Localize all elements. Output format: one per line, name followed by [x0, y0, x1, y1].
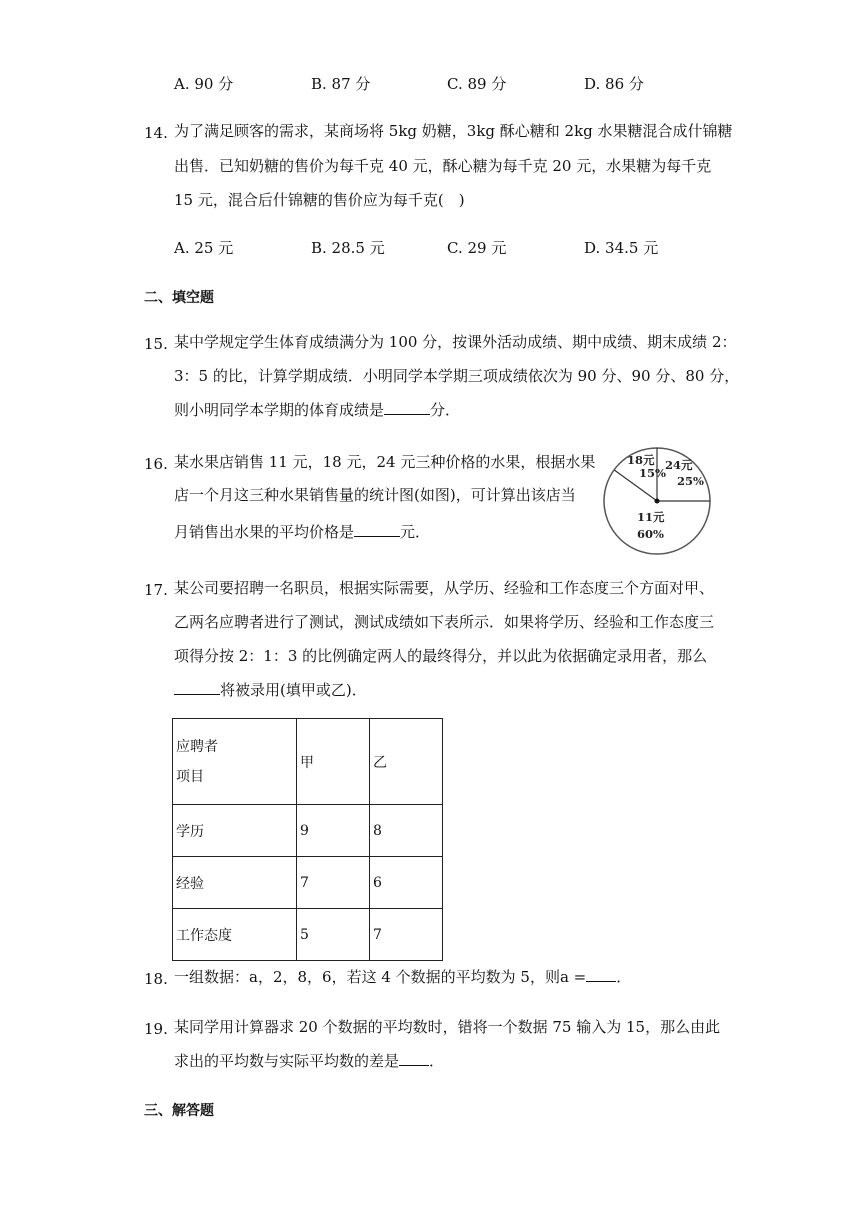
section-heading-fill-in: 二、填空题 — [144, 290, 214, 306]
table-cell-item: 经验 — [173, 857, 297, 909]
q17-line-3: 项得分按 2：1：3 的比例确定两人的最终得分，并以此为依据确定录用者，那么 — [174, 647, 708, 665]
q17-line-4-text: 将被录用(填甲或乙)． — [220, 681, 367, 699]
q14-number: 14. — [144, 124, 168, 142]
table-cell-yi: 6 — [370, 857, 443, 909]
q17-answer-blank[interactable] — [174, 680, 220, 695]
pie-label-11-yuan: 11元 — [637, 510, 665, 524]
q16-line-3-unit: 元． — [400, 523, 431, 541]
q17-line-4 — [174, 679, 367, 701]
pie-percent-25: 25% — [677, 474, 704, 488]
applicant-score-table — [172, 718, 443, 961]
q13-option-a[interactable]: A. 90 分 — [174, 75, 234, 93]
q14-option-a[interactable]: A. 25 元 — [174, 239, 234, 257]
q15-line-2: 3：5 的比，计算学期成绩．小明同学本学期三项成绩依次为 90 分、90 分、80 分， — [174, 367, 740, 385]
q19-line-2-end: ． — [429, 1052, 445, 1070]
q14-line-3: 15 元，混合后什锦糖的售价应为每千克( ) — [174, 191, 465, 209]
q18-text: 一组数据：a，2，8，6，若这 4 个数据的平均数为 5，则a = — [174, 968, 587, 986]
pie-percent-60: 60% — [637, 527, 664, 541]
q13-option-b[interactable]: B. 87 分 — [311, 75, 371, 93]
table-header-item: 项目 — [176, 768, 204, 785]
q14-option-d[interactable]: D. 34.5 元 — [584, 239, 659, 257]
table-header-applicant: 应聘者 — [176, 738, 218, 755]
q14-line-1: 为了满足顾客的需求，某商场将 5kg 奶糖，3kg 酥心糖和 2kg 水果糖混合成什锦糖 — [174, 122, 733, 140]
q18-line — [174, 966, 631, 988]
pie-percent-15: 15% — [639, 466, 666, 480]
q19-number: 19. — [144, 1020, 168, 1038]
table-cell-yi: 7 — [370, 909, 443, 961]
q13-option-d[interactable]: D. 86 分 — [584, 75, 644, 93]
table-row — [173, 857, 443, 909]
q16-number: 16. — [144, 455, 168, 473]
q16-answer-blank[interactable] — [354, 522, 400, 537]
q17-line-1: 某公司要招聘一名职员，根据实际需要，从学历、经验和工作态度三个方面对甲、 — [174, 579, 715, 597]
q14-option-b[interactable]: B. 28.5 元 — [311, 239, 385, 257]
pie-center-dot — [655, 499, 660, 504]
q15-line-3-text: 则小明同学本学期的体育成绩是 — [174, 401, 385, 419]
q19-line-2 — [174, 1050, 444, 1072]
q16-line-1: 某水果店销售 11 元，18 元，24 元三种价格的水果，根据水果 — [174, 453, 596, 471]
section-heading-solve: 三、解答题 — [144, 1103, 214, 1119]
table-header-corner — [173, 719, 297, 805]
q18-end: ． — [616, 968, 632, 986]
q18-number: 18. — [144, 970, 168, 988]
q15-line-3 — [174, 399, 460, 421]
pie-label-18-yuan: 18元 — [627, 453, 655, 467]
q15-line-1: 某中学规定学生体育成绩满分为 100 分，按课外活动成绩、期中成绩、期末成绩 2： — [174, 333, 737, 351]
table-header-row — [173, 719, 443, 805]
q16-line-3 — [174, 521, 430, 543]
table-header-jia: 甲 — [297, 719, 370, 805]
q16-line-2: 店一个月这三种水果销售量的统计图(如图)，可计算出该店当 — [174, 486, 576, 504]
q19-line-2-text: 求出的平均数与实际平均数的差是 — [174, 1052, 400, 1070]
q15-line-3-unit: 分． — [430, 401, 461, 419]
pie-label-24-yuan: 24元 — [665, 458, 693, 472]
table-row — [173, 909, 443, 961]
table-cell-item: 工作态度 — [173, 909, 297, 961]
q14-option-c[interactable]: C. 29 元 — [447, 239, 507, 257]
q15-number: 15. — [144, 335, 168, 353]
q19-answer-blank[interactable] — [399, 1051, 429, 1066]
q17-line-2: 乙两名应聘者进行了测试，测试成绩如下表所示．如果将学历、经验和工作态度三 — [174, 613, 715, 631]
table-cell-item: 学历 — [173, 805, 297, 857]
table-cell-yi: 8 — [370, 805, 443, 857]
q18-answer-blank[interactable] — [586, 967, 616, 982]
fruit-sales-pie-chart — [601, 445, 713, 557]
table-cell-jia: 5 — [297, 909, 370, 961]
q13-option-c[interactable]: C. 89 分 — [447, 75, 507, 93]
table-row — [173, 805, 443, 857]
q19-line-1: 某同学用计算器求 20 个数据的平均数时，错将一个数据 75 输入为 15，那么由此 — [174, 1018, 721, 1036]
table-cell-jia: 9 — [297, 805, 370, 857]
q16-line-3-text: 月销售出水果的平均价格是 — [174, 523, 355, 541]
table-cell-jia: 7 — [297, 857, 370, 909]
q17-number: 17. — [144, 581, 168, 599]
q15-answer-blank[interactable] — [384, 400, 430, 415]
table-header-yi: 乙 — [370, 719, 443, 805]
q14-line-2: 出售．已知奶糖的售价为每千克 40 元，酥心糖为每千克 20 元，水果糖为每千克 — [174, 157, 712, 175]
